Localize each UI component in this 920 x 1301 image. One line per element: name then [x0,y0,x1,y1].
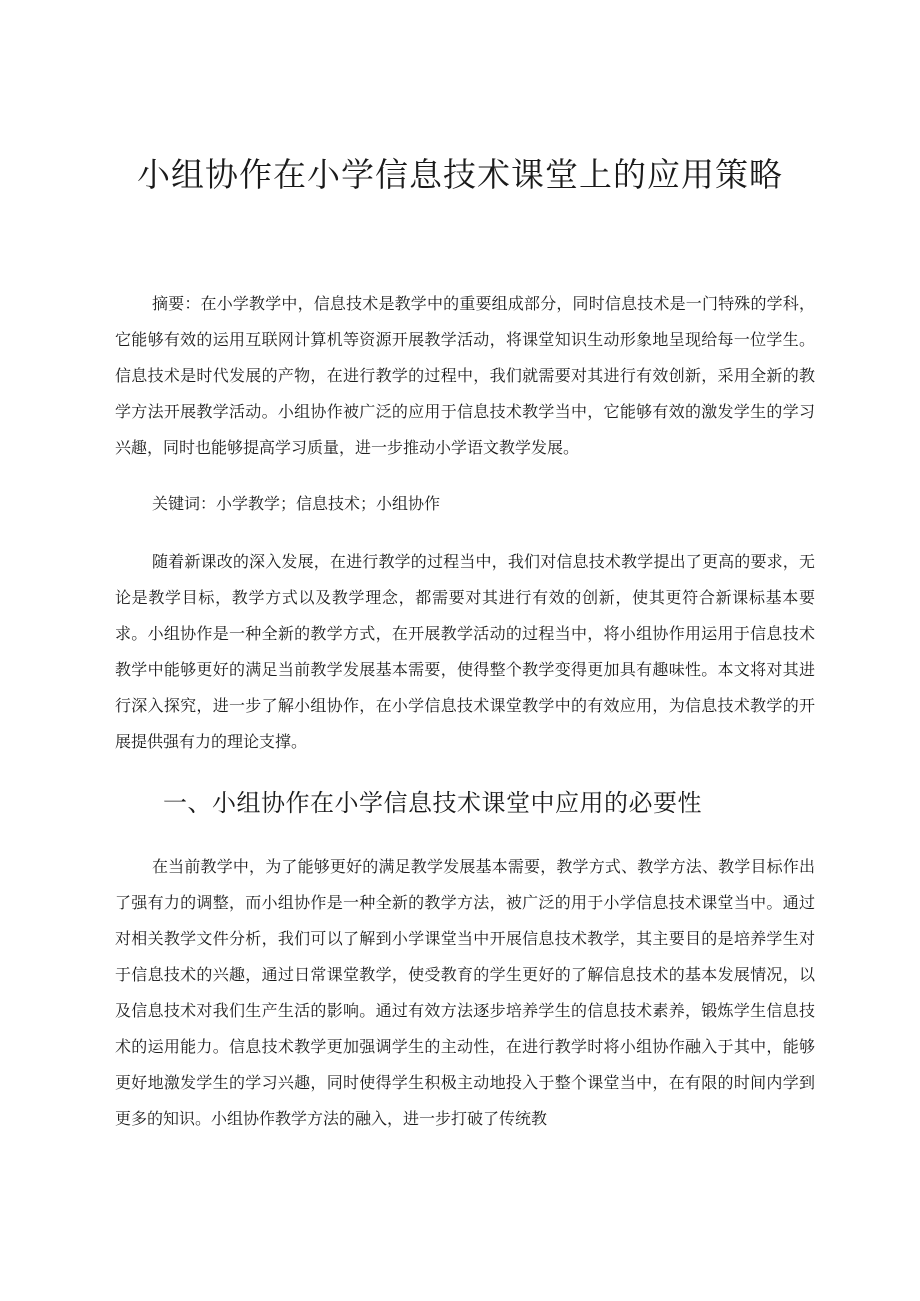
abstract-paragraph: 摘要：在小学教学中，信息技术是教学中的重要组成部分，同时信息技术是一门特殊的学科，它能够有效的运用互联网计算机等资源开展教学活动，将课堂知识生动形象地呈现给每一位学生。信息技术是时代发展的产物，在进行教学的过程中，我们就需要对其进行有效创新，采用全新的教学方法开展教学活动。小组协作被广泛的应用于信息技术教学当中，它能够有效的激发学生的学习兴趣，同时也能够提高学习质量，进一步推动小学语文教学发展。 [115,294,815,457]
document-title: 小组协作在小学信息技术课堂上的应用策略 [137,155,783,194]
introduction-paragraph: 随着新课改的深入发展，在进行教学的过程当中，我们对信息技术教学提出了更高的要求，无论是教学目标，教学方式以及教学理念，都需要对其进行有效的创新，使其更符合新课标基本要求。小组协作是一种全新的教学方式，在开展教学活动的过程当中，将小组协作用运用于信息技术教学中能够更好的满足当前教学发展基本需要，使得整个教学变得更加具有趣味性。本文将对其进行深入探究，进一步了解小组协作，在小学信息技术课堂教学中的有效应用，为信息技术教学的开展提供强有力的理论支撑。 [115,552,815,751]
keywords-paragraph: 关键词：小学教学；信息技术；小组协作 [152,494,441,513]
section-1-heading: 一、小组协作在小学信息技术课堂中应用的必要性 [163,789,702,817]
section-1-paragraph-1: 在当前教学中，为了能够更好的满足教学发展基本需要，教学方式、教学方法、教学目标作出了强有力的调整，而小组协作是一种全新的教学方法，被广泛的用于小学信息技术课堂当中。通过对相关教学文件分析，我们可以了解到小学课堂当中开展信息技术教学，其主要目的是培养学生对于信息技术的兴趣，通过日常课堂教学，使受教育的学生更好的了解信息技术的基本发展情况，以及信息技术对我们生产生活的影响。通过有效方法逐步培养学生的信息技术素养，锻炼学生信息技术的运用能力。信息技术教学更加强调学生的主动性，在进行教学时将小组协作融入于其中，能够更好地激发学生的学习兴趣，同时使得学生积极主动地投入于整个课堂当中，在有限的时间内学到更多的知识。小组协作教学方法的融入，进一步打破了传统教 [115,857,815,1128]
